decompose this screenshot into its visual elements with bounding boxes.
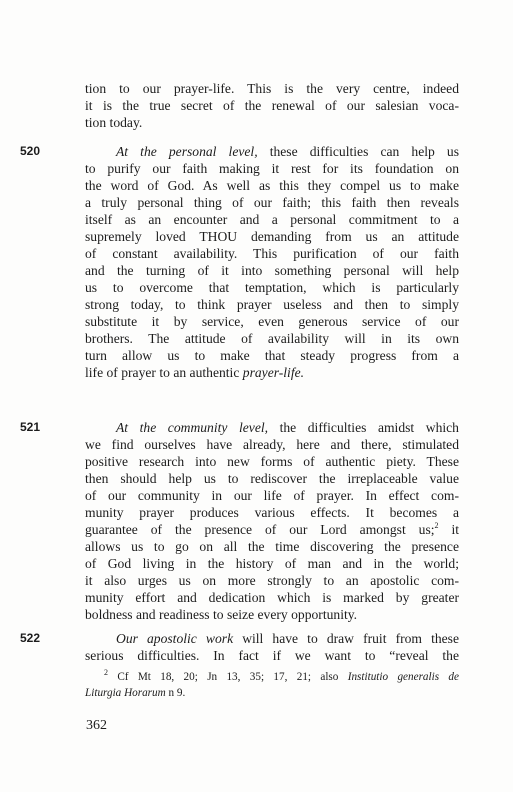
- text-line: substitute it by service, even generous service of our: [85, 314, 459, 329]
- paragraph-number: 522: [20, 631, 41, 645]
- footnote-line: Liturgia Horarum n 9.: [85, 687, 186, 699]
- text-line: tion today.: [85, 115, 143, 130]
- footnote-line: $^2$ Cf Mt 18, 20; Jn 13, 35; 17, 21; also Institutio generalis de: [104, 668, 459, 683]
- text-line: boldness and readiness to seize every opportunity.: [85, 607, 358, 622]
- text-line: life of prayer to an authentic prayer-life.: [85, 365, 305, 380]
- text-line: of constant availability. This purification of our faith: [85, 246, 459, 261]
- text-line: itself as an encounter and a personal commitment to a: [85, 212, 459, 227]
- text-line: munity prayer produces various effects. It becomes a: [85, 505, 459, 520]
- paragraph-number: 520: [20, 144, 41, 158]
- text-line: to purify our faith making it rest for its foundation on: [85, 161, 459, 176]
- text-line: serious difficulties. In fact if we want to “reveal the: [85, 648, 459, 663]
- text-line: At the personal level, these difficulties can help us: [116, 144, 460, 159]
- page-number: 362: [86, 718, 107, 733]
- text-line: then should help us to rediscover the irreplaceable value: [85, 471, 459, 486]
- text-line: us to overcome that temptation, which is particularly: [85, 280, 459, 295]
- text-line: a truly personal thing of our faith; this faith then reveals: [85, 195, 459, 210]
- text-line: At the community level, the difficulties amidst which: [116, 420, 459, 435]
- text-line: guarantee of the presence of our Lord amongst us;$^2$ it: [85, 521, 459, 537]
- paragraph-number: 521: [20, 420, 41, 434]
- text-line: of our community in our life of prayer. In effect com-: [85, 488, 459, 503]
- text-line: turn allow us to make that steady progress from a: [85, 348, 459, 363]
- text-line: it also urges us on more strongly to an apostolic com-: [85, 573, 459, 588]
- text-line: the word of God. As well as this they compel us to make: [85, 178, 459, 193]
- text-line: strong today, to think prayer useless and then to simply: [85, 297, 459, 312]
- text-line: tion to our prayer-life. This is the very centre, indeed: [85, 81, 459, 96]
- text-line: of God living in the history of man and in the world;: [85, 556, 459, 571]
- text-line: positive research into new forms of authentic piety. These: [85, 454, 459, 469]
- text-line: allows us to go on all the time discovering the presence: [85, 539, 459, 554]
- text-line: supremely loved THOU demanding from us an attitude: [85, 229, 459, 244]
- text-line: we find ourselves have already, here and there, stimulated: [85, 437, 459, 452]
- text-line: brothers. The attitude of availability will in its own: [85, 331, 459, 346]
- text-line: Our apostolic work will have to draw fruit from these: [116, 631, 460, 646]
- text-line: munity effort and dedication which is marked by greater: [85, 590, 459, 605]
- text-line: it is the true secret of the renewal of our salesian voca-: [85, 98, 459, 113]
- text-line: and the turning of it into something personal will help: [85, 263, 459, 278]
